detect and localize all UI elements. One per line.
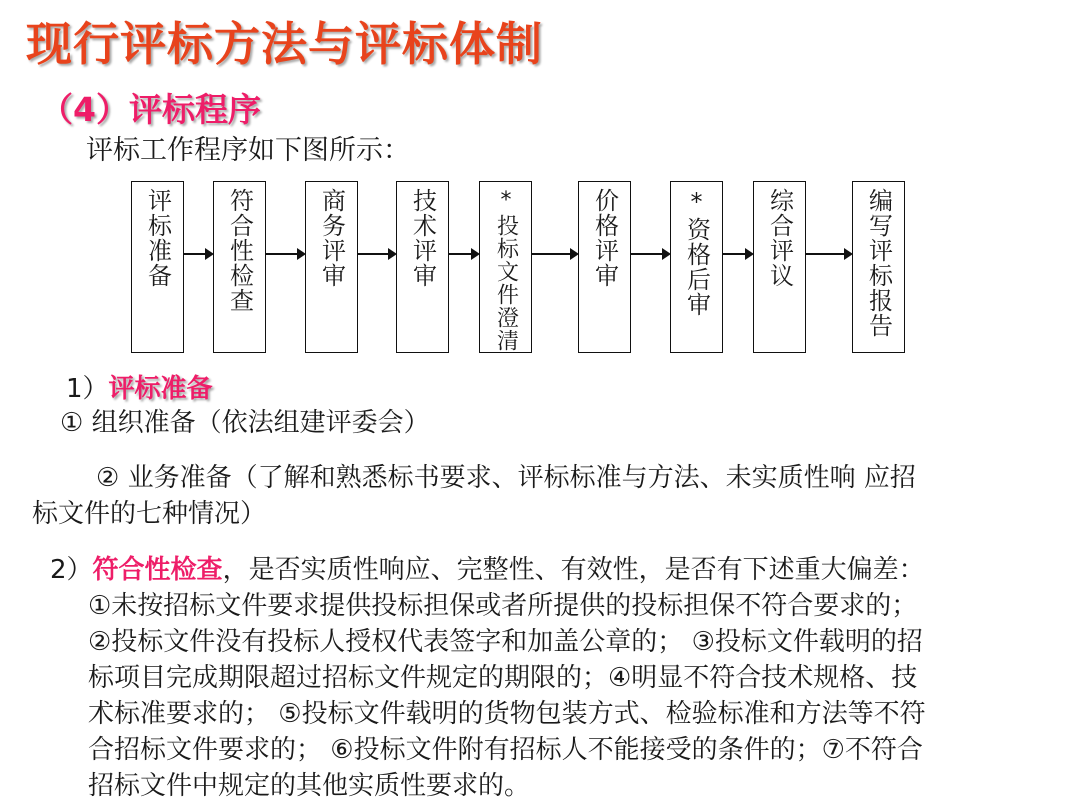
intro-text: 评标工作程序如下图所示：: [86, 135, 410, 166]
item2-label: 符合性检查: [92, 555, 223, 585]
item1-label: 评标准备: [108, 374, 213, 404]
item1-sub2-line2: 标文件的七种情况）: [32, 499, 267, 529]
flow-step-5: *投标文件澄清: [479, 181, 532, 353]
item1-number: 1）: [66, 374, 109, 404]
flow-arrow: [532, 253, 577, 255]
flow-step-7: *资格后审: [670, 181, 723, 353]
item2-line-3: 标项目完成期限超过招标文件规定的期限的；④明显不符合技术规格、技: [88, 663, 918, 693]
item2-line-2: ②投标文件没有投标人授权代表签字和加盖公章的； ③投标文件载明的招: [88, 627, 923, 657]
flow-arrow: [449, 253, 478, 255]
flow-step-3: 商务评审: [305, 181, 358, 353]
item1-sub1: ① 组织准备（依法组建评委会）: [60, 408, 430, 438]
page-title: 现行评标方法与评标体制: [26, 17, 543, 71]
item2-rest: ，是否实质性响应、完整性、有效性，是否有下述重大偏差：: [222, 555, 925, 585]
item2-number: 2）: [50, 555, 93, 585]
item2-line-6: 招标文件中规定的其他实质性要求的。: [88, 771, 531, 801]
flow-arrow: [358, 253, 395, 255]
item2-line-1: ①未按招标文件要求提供投标担保或者所提供的投标担保不符合要求的；: [88, 591, 918, 621]
flow-arrow: [184, 253, 212, 255]
flow-step-1: 评标准备: [131, 181, 184, 353]
flow-arrow: [806, 253, 851, 255]
flow-arrow: [266, 253, 304, 255]
flow-arrow: [723, 253, 752, 255]
flow-step-2: 符合性检查: [213, 181, 266, 353]
flowchart: [0, 0, 1080, 380]
item2-line-5: 合招标文件要求的； ⑥投标文件附有招标人不能接受的条件的；⑦不符合: [88, 735, 923, 765]
flow-step-6: 价格评审: [578, 181, 631, 353]
flow-step-9: 编写评标报告: [852, 181, 905, 353]
item2-heading: [50, 553, 925, 587]
flow-arrow: [631, 253, 669, 255]
flow-step-4: 技术评审: [396, 181, 449, 353]
item1-sub2-line1: ② 业务准备（了解和熟悉标书要求、评标标准与方法、未实质性响 应招: [96, 463, 916, 493]
item1-heading: [66, 372, 213, 406]
section-heading: （4）评标程序: [40, 90, 261, 129]
flow-step-8: 综合评议: [753, 181, 806, 353]
item2-line-4: 术标准要求的； ⑤投标文件载明的货物包装方式、检验标准和方法等不符: [88, 699, 926, 729]
